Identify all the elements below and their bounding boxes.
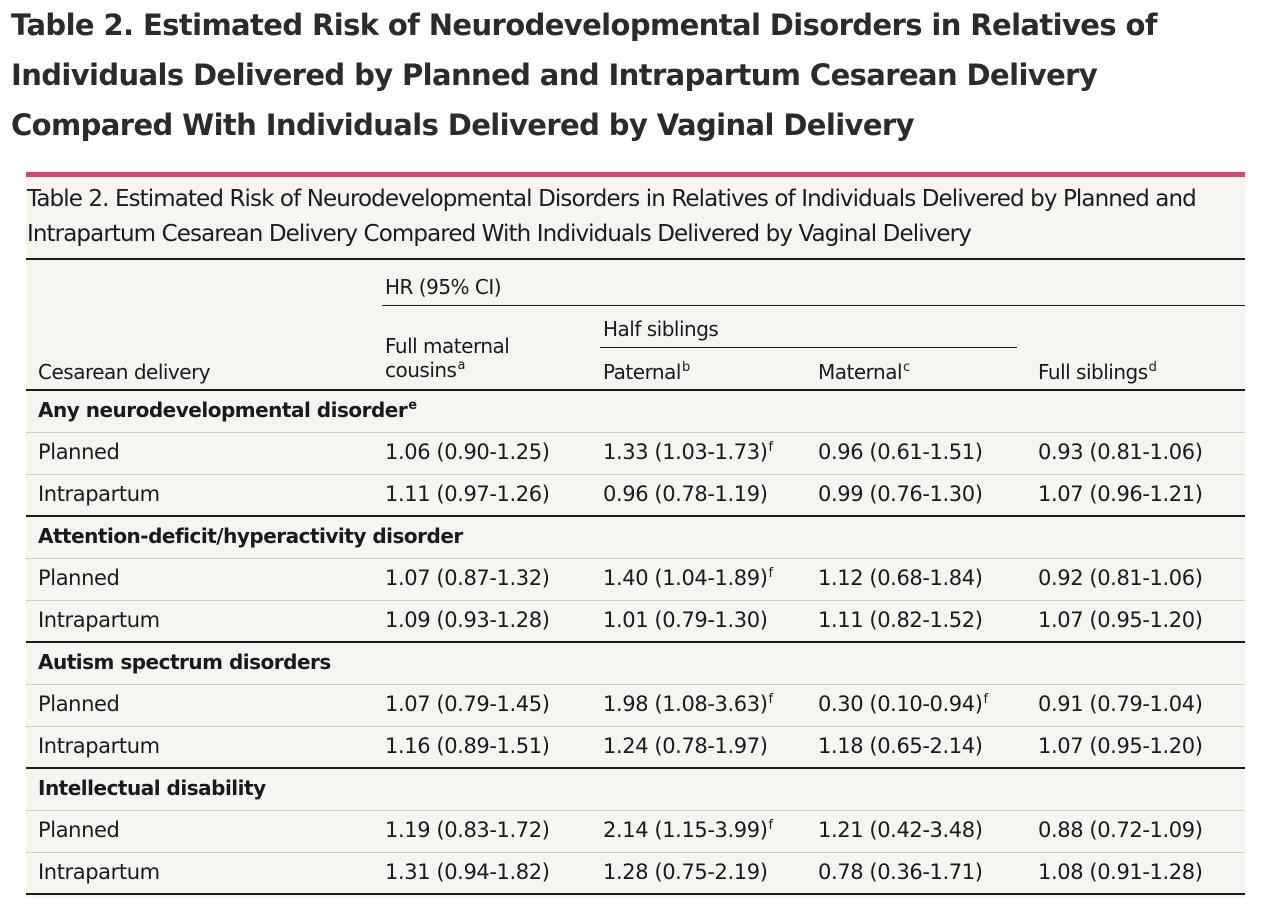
row-divider — [26, 810, 1245, 811]
col-header-delivery: Cesarean delivery — [38, 360, 211, 384]
cell-maternal — [818, 439, 983, 465]
cell-full — [1038, 817, 1203, 843]
section-rule — [26, 515, 1245, 517]
col-header-cousins-line2: cousins — [385, 358, 457, 382]
cell-value: 1.11 (0.82-1.52) — [818, 608, 983, 632]
cell-paternal — [603, 439, 773, 465]
col-header-cousins-line1: Full maternal — [385, 334, 510, 358]
cell-maternal — [818, 565, 983, 591]
cell-maternal — [818, 691, 988, 717]
section-title — [38, 523, 463, 549]
row-label — [38, 481, 160, 507]
cell-cousins — [385, 607, 550, 633]
cell-paternal — [603, 859, 768, 885]
cell-value: 0.96 (0.61-1.51) — [818, 440, 983, 464]
cell-value: 2.14 (1.15-3.99) — [603, 818, 768, 842]
row-divider — [26, 558, 1245, 559]
cell-value: 0.99 (0.76-1.30) — [818, 482, 983, 506]
header-bottom-rule — [26, 389, 1245, 391]
cell-full — [1038, 565, 1203, 591]
cell-value: 0.92 (0.81-1.06) — [1038, 566, 1203, 590]
row-label — [38, 859, 160, 885]
row-label — [38, 691, 119, 717]
cell-full — [1038, 481, 1203, 507]
cell-cousins — [385, 565, 550, 591]
col-header-paternal-label: Paternal — [603, 360, 681, 384]
cell-value: 1.24 (0.78-1.97) — [603, 734, 768, 758]
footnote-c: c — [903, 360, 910, 376]
cell-value: Planned — [38, 566, 120, 590]
cell-full — [1038, 607, 1203, 633]
cell-value: 1.11 (0.97-1.26) — [385, 482, 550, 506]
cell-value: 0.88 (0.72-1.09) — [1038, 818, 1203, 842]
col-header-maternal — [818, 360, 910, 384]
row-label — [38, 733, 160, 759]
cell-value: 1.07 (0.79-1.45) — [385, 692, 550, 716]
half-siblings-label: Half siblings — [603, 317, 719, 341]
cell-value: Planned — [38, 440, 120, 464]
cell-value: Intrapartum — [38, 608, 160, 632]
cell-maternal — [818, 859, 983, 885]
cell-value: Planned — [38, 692, 120, 716]
cell-value: 1.18 (0.65-2.14) — [818, 734, 983, 758]
table-bottom-rule — [26, 893, 1245, 895]
row-divider — [26, 600, 1245, 601]
row-divider — [26, 852, 1245, 853]
cell-value: 1.07 (0.95-1.20) — [1038, 608, 1203, 632]
cell-value: 1.33 (1.03-1.73) — [603, 440, 768, 464]
row-label — [38, 817, 119, 843]
cell-value: 1.07 (0.96-1.21) — [1038, 482, 1203, 506]
cell-full — [1038, 733, 1203, 759]
row-label — [38, 439, 119, 465]
cell-value: 0.78 (0.36-1.71) — [818, 860, 983, 884]
cell-maternal — [818, 817, 983, 843]
cell-value: 1.07 (0.95-1.20) — [1038, 734, 1203, 758]
footnote-marker: f — [768, 692, 773, 707]
cell-cousins — [385, 691, 550, 717]
section-title-text: Intellectual disability — [38, 776, 266, 800]
section-rule — [26, 641, 1245, 643]
cell-maternal — [818, 607, 983, 633]
cell-paternal — [603, 691, 773, 717]
footnote-marker: f — [768, 440, 773, 455]
cell-value: 0.91 (0.79-1.04) — [1038, 692, 1203, 716]
hr-group-rule — [382, 305, 1245, 306]
row-divider — [26, 684, 1245, 685]
col-header-full-siblings-label: Full siblings — [1038, 360, 1148, 384]
section-rule — [26, 767, 1245, 769]
cell-value: 1.09 (0.93-1.28) — [385, 608, 550, 632]
cell-cousins — [385, 733, 550, 759]
cell-value: Planned — [38, 818, 120, 842]
row-divider — [26, 726, 1245, 727]
row-divider — [26, 432, 1245, 433]
col-header-full-siblings — [1038, 360, 1156, 384]
cell-value: 1.21 (0.42-3.48) — [818, 818, 983, 842]
cell-value: 1.07 (0.87-1.32) — [385, 566, 550, 590]
cell-paternal — [603, 607, 768, 633]
col-header-cousins — [385, 358, 465, 382]
cell-value: 1.19 (0.83-1.72) — [385, 818, 550, 842]
row-divider — [26, 474, 1245, 475]
cell-value: 0.93 (0.81-1.06) — [1038, 440, 1203, 464]
cell-value: 1.40 (1.04-1.89) — [603, 566, 768, 590]
cell-value: 1.98 (1.08-3.63) — [603, 692, 768, 716]
cell-paternal — [603, 733, 768, 759]
cell-maternal — [818, 733, 983, 759]
cell-value: 0.30 (0.10-0.94) — [818, 692, 983, 716]
col-header-paternal — [603, 360, 690, 384]
section-title — [38, 397, 417, 423]
footnote-d: d — [1148, 360, 1157, 376]
section-title-text: Any neurodevelopmental disorder — [38, 398, 408, 422]
cell-value: Intrapartum — [38, 482, 160, 506]
page-heading: Table 2. Estimated Risk of Neurodevelopmental Disorders in Relatives of Individuals Delivered by Planned and Intrapartum Cesarean Delivery Compared With Individuals Delivered by Vaginal Delivery — [11, 8, 1157, 142]
cell-paternal — [603, 481, 768, 507]
hr-group-label: HR (95% CI) — [385, 275, 502, 299]
header-top-rule — [26, 258, 1245, 260]
section-title — [38, 775, 266, 801]
footnote-marker: f — [768, 566, 773, 581]
footnote-a: a — [457, 358, 465, 374]
row-label — [38, 607, 160, 633]
cell-cousins — [385, 439, 550, 465]
cell-value: Intrapartum — [38, 734, 160, 758]
cell-paternal — [603, 817, 773, 843]
cell-value: 1.16 (0.89-1.51) — [385, 734, 550, 758]
cell-value: 0.96 (0.78-1.19) — [603, 482, 768, 506]
footnote-marker: f — [768, 818, 773, 833]
cell-value: 1.01 (0.79-1.30) — [603, 608, 768, 632]
accent-bar — [26, 172, 1245, 177]
cell-value: Intrapartum — [38, 860, 160, 884]
cell-cousins — [385, 481, 550, 507]
cell-value: 1.12 (0.68-1.84) — [818, 566, 983, 590]
cell-full — [1038, 859, 1203, 885]
section-title-text: Attention-deficit/hyperactivity disorder — [38, 524, 463, 548]
cell-paternal — [603, 565, 773, 591]
footnote-b: b — [681, 360, 690, 376]
cell-value: 1.06 (0.90-1.25) — [385, 440, 550, 464]
section-title-text: Autism spectrum disorders — [38, 650, 331, 674]
cell-maternal — [818, 481, 983, 507]
footnote-marker: e — [408, 398, 417, 414]
cell-full — [1038, 439, 1203, 465]
table-panel — [26, 172, 1245, 898]
col-header-maternal-label: Maternal — [818, 360, 903, 384]
cell-value: 1.28 (0.75-2.19) — [603, 860, 768, 884]
section-title — [38, 649, 331, 675]
half-siblings-rule — [600, 347, 1017, 348]
footnote-marker: f — [983, 692, 988, 707]
cell-value: 1.31 (0.94-1.82) — [385, 860, 550, 884]
cell-value: 1.08 (0.91-1.28) — [1038, 860, 1203, 884]
cell-full — [1038, 691, 1203, 717]
cell-cousins — [385, 859, 550, 885]
row-label — [38, 565, 119, 591]
cell-cousins — [385, 817, 550, 843]
table-caption: Table 2. Estimated Risk of Neurodevelopmental Disorders in Relatives of Individuals Delivered by Planned and Intrapartum Cesarean Delivery Compared With Individuals Delivered by Vaginal Delivery — [27, 186, 1196, 247]
